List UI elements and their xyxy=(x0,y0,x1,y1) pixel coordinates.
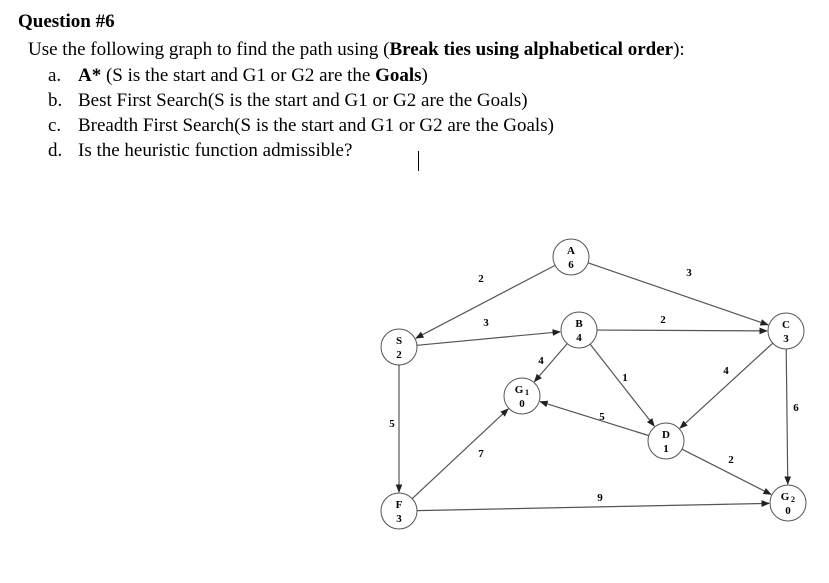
edge-weight-f-g2: 9 xyxy=(597,492,603,504)
node-label: G xyxy=(514,384,524,396)
edge-weight-b-c: 2 xyxy=(660,314,666,326)
edge-weight-c-g2: 6 xyxy=(793,402,799,414)
edge-d-g1 xyxy=(540,402,649,436)
node-heuristic: 0 xyxy=(785,505,791,517)
edge-f-g2 xyxy=(417,503,769,510)
node-c xyxy=(768,313,804,349)
edge-weight-f-g1: 7 xyxy=(478,448,484,460)
edge-weight-a-c: 3 xyxy=(686,267,692,279)
node-g2 xyxy=(770,485,806,521)
edge-weight-s-b: 3 xyxy=(483,317,489,329)
item-text-2: ) xyxy=(421,65,428,86)
node-subscript: 1 xyxy=(525,388,529,397)
node-s xyxy=(381,329,417,365)
node-a xyxy=(553,239,589,275)
question-title: Question #6 xyxy=(18,11,115,32)
edge-c-g2 xyxy=(786,349,788,484)
item-text: Breadth First Search(S is the start and G1 or G2 are the Goals) xyxy=(78,115,554,136)
intro-bold-text: Break ties using alphabetical order xyxy=(389,39,674,60)
node-heuristic: 3 xyxy=(783,333,789,345)
item-letter: a. xyxy=(48,65,62,86)
edge-s-b xyxy=(417,332,560,346)
item-text: Best First Search(S is the start and G1 or G2 are the Goals) xyxy=(78,90,528,111)
node-label: D xyxy=(662,429,670,441)
item-letter: d. xyxy=(48,140,63,161)
edge-weight-b-d: 1 xyxy=(622,372,628,384)
intro-text: Use the following graph to find the path using ( xyxy=(28,39,390,60)
node-d xyxy=(648,423,684,459)
edge-c-d xyxy=(680,343,773,428)
node-heuristic: 1 xyxy=(663,443,669,455)
node-heuristic: 4 xyxy=(576,332,582,344)
node-heuristic: 0 xyxy=(519,398,525,410)
node-label: C xyxy=(782,319,790,331)
intro-end-text: ): xyxy=(673,39,685,60)
node-label: F xyxy=(395,499,403,511)
edges-layer xyxy=(389,263,799,511)
node-heuristic: 2 xyxy=(396,349,402,361)
edge-f-g1 xyxy=(412,409,508,499)
node-b xyxy=(561,312,597,348)
item-letter: b. xyxy=(48,90,63,111)
edge-weight-a-s: 2 xyxy=(478,273,484,285)
item-text: (S is the start and G1 or G2 are the xyxy=(101,65,376,86)
edge-b-c xyxy=(597,330,767,331)
edge-d-g2 xyxy=(682,449,771,494)
item-bold-text-2: Goals xyxy=(375,65,422,86)
item-bold-text: A* xyxy=(78,65,102,86)
edge-weight-b-g1: 4 xyxy=(538,355,544,367)
node-label: S xyxy=(395,335,403,347)
nodes-layer xyxy=(381,239,806,529)
node-label: A xyxy=(567,245,575,257)
edge-weight-d-g1: 5 xyxy=(599,411,605,423)
node-f xyxy=(381,493,417,529)
edge-weight-s-f: 5 xyxy=(389,418,395,430)
node-heuristic: 3 xyxy=(396,513,402,525)
item-letter: c. xyxy=(48,115,62,136)
node-g1 xyxy=(504,378,540,414)
node-heuristic: 6 xyxy=(568,259,574,271)
edge-weight-c-d: 4 xyxy=(723,365,729,377)
item-text: Is the heuristic function admissible? xyxy=(78,140,353,161)
edge-a-c xyxy=(588,263,768,325)
edge-weight-d-g2: 2 xyxy=(728,454,734,466)
node-subscript: 2 xyxy=(791,495,795,504)
node-label: G xyxy=(780,491,790,503)
node-label: B xyxy=(575,318,583,330)
